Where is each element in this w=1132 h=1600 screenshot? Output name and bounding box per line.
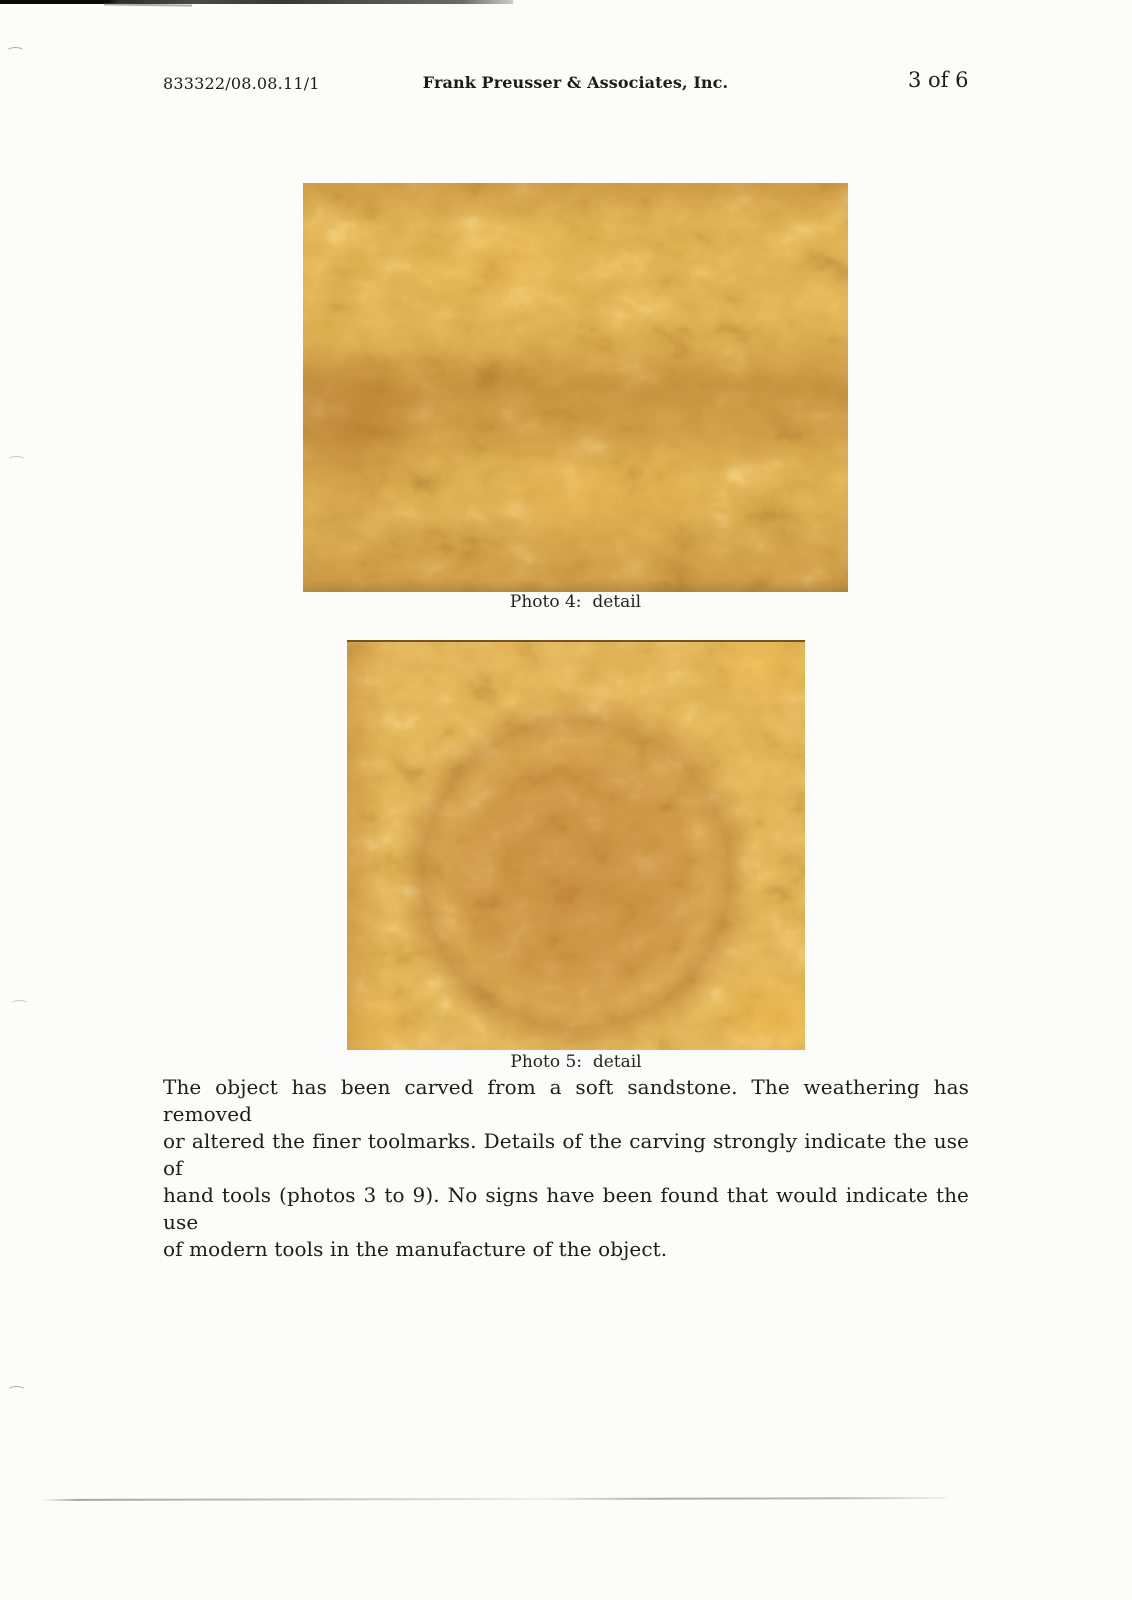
photo-5-caption: Photo 5: detail	[510, 1052, 642, 1072]
scan-edge-artifact-top	[0, 0, 513, 4]
photo-4-image	[303, 183, 848, 592]
photo-5-shading-overlay	[347, 642, 805, 1050]
margin-arc-mark	[7, 1386, 26, 1396]
scan-line-artifact-bottom	[42, 1497, 947, 1501]
header-organization-name: Frank Preusser & Associates, Inc.	[422, 73, 729, 92]
body-paragraph-line: hand tools (photos 3 to 9). No signs have been found that would indicate the use	[163, 1183, 969, 1234]
photo-4-shading-overlay	[303, 183, 848, 592]
header-reference-number: 833322/08.08.11/1	[163, 74, 320, 93]
scan-edge-artifact-top-wiggle	[104, 3, 192, 6]
margin-arc-mark	[7, 456, 26, 466]
margin-arc-mark	[6, 47, 25, 57]
header-page-indicator: 3 of 6	[908, 68, 969, 92]
photo-4-caption: Photo 4: detail	[509, 592, 642, 612]
body-paragraph	[163, 1074, 969, 1263]
margin-arc-mark	[10, 1000, 29, 1010]
body-paragraph-line: or altered the finer toolmarks. Details of the carving strongly indicate the use of	[163, 1129, 969, 1180]
body-paragraph-line: of modern tools in the manufacture of the object.	[163, 1237, 668, 1261]
body-paragraph-line: The object has been carved from a soft sandstone. The weathering has removed	[163, 1075, 969, 1126]
photo-5-image	[347, 640, 805, 1050]
